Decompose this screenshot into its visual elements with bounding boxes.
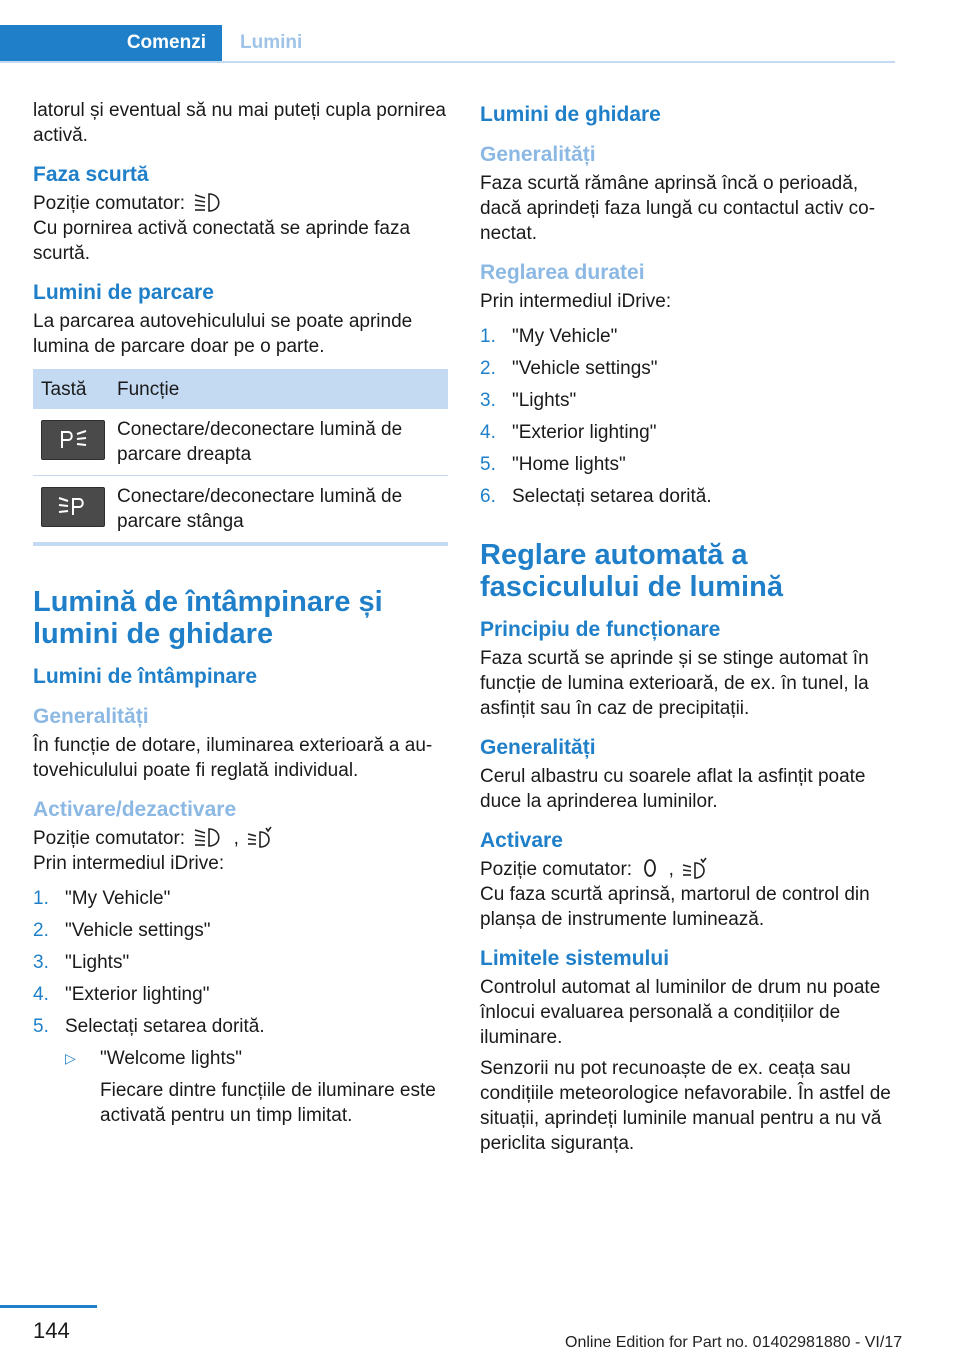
parking-table — [33, 369, 448, 546]
bullet-title: "Welcome lights" — [100, 1048, 242, 1069]
principiu-text: Faza scurtă se aprinde și se stinge automat în funcție de lumina exterioară, de ex. în tunel, la asfințit sau în caz de precipitații. — [480, 648, 869, 719]
tab-lumini[interactable]: Lumini — [240, 32, 303, 53]
list-item: 2. "Vehicle settings" — [480, 358, 658, 379]
intampinare-switch — [33, 826, 448, 851]
switch-label: Poziție comutator: — [480, 859, 633, 880]
parcare-text: La parcarea autovehiculului se poate aprinde lumina de parcare doar pe o parte. — [33, 311, 413, 357]
parking-left-icon — [53, 494, 93, 520]
idrive-label: Prin intermediul iDrive: — [33, 853, 225, 874]
auto-light-icon — [246, 826, 276, 848]
list-item: 2. "Vehicle settings" — [33, 920, 211, 941]
low-beam-icon — [192, 826, 226, 848]
header-bar — [0, 25, 895, 63]
auto-light-icon — [681, 857, 711, 879]
triangle-bullet-icon: ▷ — [65, 1050, 76, 1066]
col-header-fn: Funcție — [117, 378, 180, 400]
durata-steps — [480, 324, 895, 509]
intampinare-steps — [33, 886, 448, 1039]
zero-position-icon — [639, 857, 661, 879]
faza-scurta-switch — [33, 191, 448, 216]
reglare-heading: Reglare automată a fasciculului de lumină — [480, 539, 783, 603]
list-item: 3. "Lights" — [33, 952, 130, 973]
intampinare-subheading: Lumini de întâmpinare — [33, 665, 258, 688]
table-cell-fn: Conectare/deconectare lumină de parcare dreapta — [117, 419, 403, 465]
list-item: 6. Selectați setarea dorită. — [480, 486, 712, 507]
activare-text: Cu faza scurtă aprinsă, martorul de control din planșa de instrumente luminează. — [480, 884, 870, 930]
intampinare-heading: Lumină de întâmpinare și lumini de ghidare — [33, 586, 383, 650]
table-header — [33, 369, 448, 409]
faza-scurta-text: Cu pornirea activă conectată se aprinde faza scurtă. — [33, 218, 411, 264]
principiu-heading: Principiu de funcționare — [480, 618, 721, 641]
page-number-rule — [0, 1305, 97, 1308]
durata-heading: Reglarea duratei — [480, 261, 645, 284]
activare-switch — [480, 857, 895, 882]
parking-right-button[interactable] — [41, 420, 105, 460]
list-item: 1. "My Vehicle" — [33, 888, 171, 909]
generalitati-text: În funcție de dotare, iluminarea exterioară a autovehiculului poate fi reglată individual. — [33, 735, 433, 781]
table-row — [33, 409, 448, 476]
generalitati-heading: Generalități — [33, 705, 149, 728]
list-item: 4. "Exterior lighting" — [480, 422, 657, 443]
left-column — [33, 98, 448, 1128]
ghidare-heading: Lumini de ghidare — [480, 103, 661, 126]
separator-comma: , — [233, 828, 239, 849]
ghidare-generalitati-text: Faza scurtă rămâne aprinsă încă o perioadă, dacă aprindeți faza lungă cu contactul activ conectat. — [480, 173, 876, 244]
page-number: 144 — [33, 1318, 70, 1343]
parking-left-button[interactable] — [41, 487, 105, 527]
tab-comenzi[interactable]: Comenzi — [0, 25, 222, 61]
col-header-key: Tastă — [41, 378, 87, 400]
reglare-generalitati-heading: Generalități — [480, 736, 596, 759]
table-cell-fn: Conectare/deconectare lumină de parcare stânga — [117, 486, 403, 532]
switch-label: Poziție comutator: — [33, 193, 186, 214]
limite-heading: Limitele sistemului — [480, 947, 670, 970]
idrive-label: Prin intermediul iDrive: — [480, 291, 672, 312]
list-item: 5. Selectați setarea dorită. — [33, 1016, 265, 1037]
list-item: 5. "Home lights" — [480, 454, 626, 475]
limite-text-2: Senzorii nu pot recunoaște de ex. ceața sau condițiile meteorologice nefavorabile. În astfel de situații, aprindeți luminile manual pentru a nu vă periclita siguranța. — [480, 1058, 891, 1154]
reglare-generalitati-text: Cerul albastru cu soarele aflat la asfințit poate duce la aprinderea luminilor. — [480, 766, 866, 812]
faza-scurta-heading: Faza scurtă — [33, 163, 149, 186]
list-item: 4. "Exterior lighting" — [33, 984, 210, 1005]
limite-text-1: Controlul automat al luminilor de drum nu poate înlocui evaluarea personală a condițiilor de iluminare. — [480, 977, 881, 1048]
intro-text: latorul și eventual să nu mai puteți cupla pornirea activă. — [33, 100, 446, 146]
right-column — [480, 98, 895, 1162]
separator-comma: , — [668, 859, 674, 880]
bullet-text: Fiecare dintre funcțiile de iluminare este activată pentru un timp limitat. — [100, 1080, 436, 1126]
activare-heading: Activare — [480, 829, 563, 852]
edition-footer: Online Edition for Part no. 01402981880 - VI/17 — [565, 1334, 903, 1351]
activare-dezactivare-heading: Activare/dezactivare — [33, 798, 237, 821]
parcare-heading: Lumini de parcare — [33, 281, 214, 304]
low-beam-icon — [192, 191, 226, 213]
welcome-lights-bullet — [65, 1046, 448, 1128]
table-row — [33, 476, 448, 542]
list-item: 3. "Lights" — [480, 390, 577, 411]
parking-right-icon — [53, 427, 93, 453]
switch-label: Poziție comutator: — [33, 828, 186, 849]
list-item: 1. "My Vehicle" — [480, 326, 618, 347]
ghidare-generalitati-heading: Generalități — [480, 143, 596, 166]
